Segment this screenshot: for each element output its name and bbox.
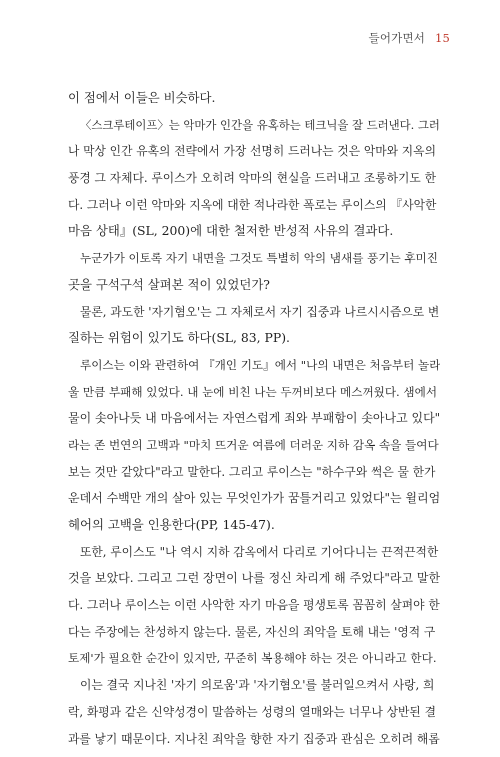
body-text [68,85,440,752]
text-line: 이는 결국 지나친 '자기 의로움'과 '자기혐오'를 불러일으켜서 사랑, 희 [80,678,435,693]
text-line: 질하는 위험이 있기도 하다(SL, 83, PP). [68,330,290,346]
page-number: 15 [434,31,450,45]
text-line: 물이 솟아나듯 내 마음에서는 자연스럽게 죄와 부패함이 솟아나고 있다" [68,411,440,426]
text-line: 이 점에서 이들은 비슷하다. [68,90,216,105]
text-line: 락, 화평과 같은 신약성경이 말씀하는 성령의 열매와는 너무나 상반된 결 [68,704,436,719]
text-line: 루이스는 이와 관련하여 『개인 기도』에서 "나의 내면은 처음부터 놀라 [80,357,440,372]
text-line: 나 막상 인간 유혹의 전략에서 가장 선명히 드러나는 것은 악마와 지옥의 [68,144,436,159]
text-line: 누군가가 이토록 자기 내면을 그것도 특별히 악의 냄새를 풍기는 후미진 [80,251,438,266]
section-title: 들어가면서 [368,31,426,45]
running-header [369,30,450,46]
text-line: 〈스크루테이프〉는 악마가 인간을 유혹하는 테크닉을 잘 드러낸다. 그러 [80,117,440,132]
text-line: 보는 것만 같았다"라고 말한다. 그리고 루이스는 "하수구와 썩은 물 한가 [68,464,436,479]
text-line: 곳을 구석구석 살펴본 적이 있었던가? [68,276,270,292]
text-line: 풍경 그 자체다. 루이스가 오히려 악마의 현실을 드러내고 조롱하기도 한 [68,171,436,186]
text-line: 헤어의 고백을 인용한다(PP, 145-47). [68,517,275,532]
text-line: 토제'가 필요한 순간이 있지만, 꾸준히 복용해야 하는 것은 아니라고 한다. [68,651,437,666]
text-line: 물론, 과도한 '자기혐오'는 그 자체로서 자기 집중과 나르시시즘으로 변 [80,304,440,319]
text-line: 또한, 루이스도 "나 역시 지하 감옥에서 다리로 기어다니는 끈적끈적한 [80,544,439,559]
text-line: 다. 그러나 이런 악마와 지옥에 대한 적나라한 폭로는 루이스의 『사악한 [68,197,437,212]
text-line: 것을 보았다. 그리고 그런 장면이 나를 정신 차리게 해 주었다"라고 말한 [68,571,440,586]
text-line: 운데서 수백만 개의 살아 있는 무엇인가가 꿈틀거리고 있었다"는 윌리엄 [68,491,440,506]
text-line: 라는 존 번연의 고백과 "마치 뜨거운 여름에 더러운 지하 감옥 속을 들여다 [68,437,439,452]
text-line: 마음 상태』(SL, 200)에 대한 철저한 반성적 사유의 결과다. [68,223,394,239]
text-line: 다. 그러나 루이스는 이런 사악한 자기 마음을 평생토록 꼼꼼히 살펴야 한 [68,598,440,613]
text-line: 다는 주장에는 찬성하지 않는다. 물론, 자신의 죄악을 토해 내는 '영적 구 [68,624,436,639]
text-line: 과를 낳기 때문이다. 지나친 죄악을 향한 자기 집중과 관심은 오히려 해롭 [68,731,440,746]
text-line: 울 만큼 부패해 있었다. 내 눈에 비친 나는 두꺼비보다 메스꺼웠다. 샘에서 [68,384,438,399]
